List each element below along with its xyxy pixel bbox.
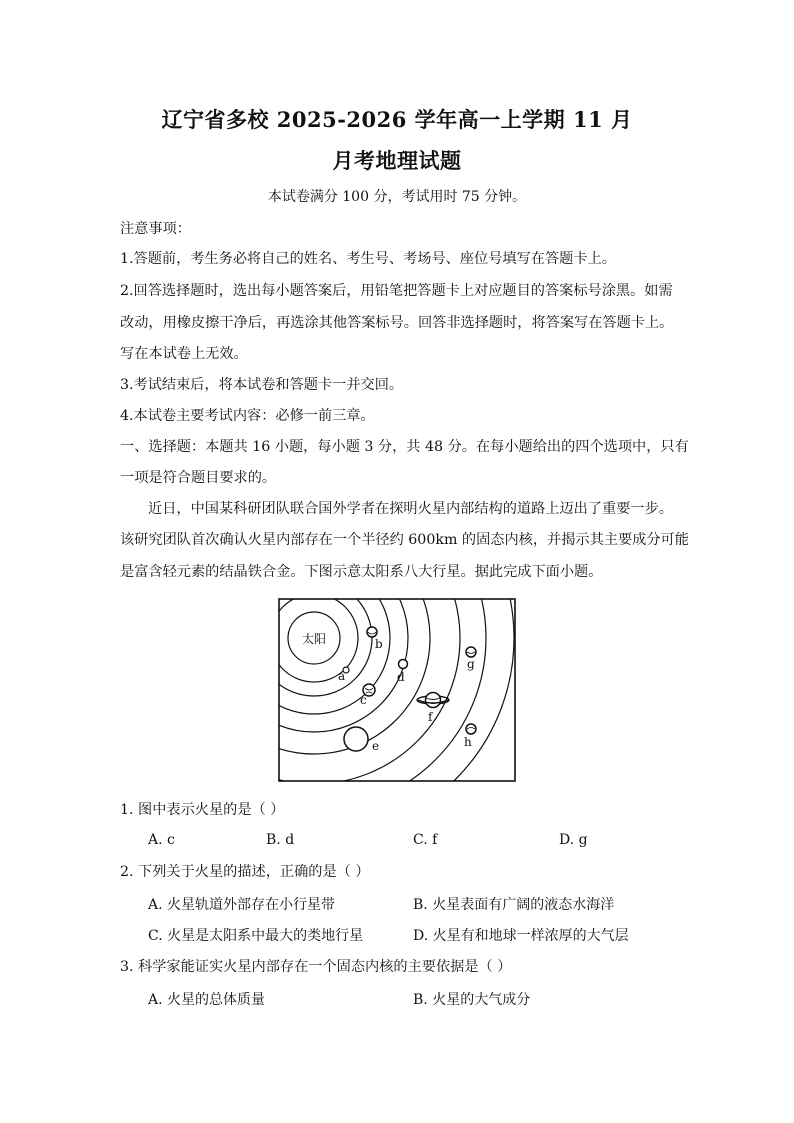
notes-item-1: 1.答题前，考生务必将自己的姓名、考生号、考场号、座位号填写在答题卡上。 [120, 251, 616, 267]
notes-item-2-line-2: 改动，用橡皮擦干净后，再选涂其他答案标号。回答非选择题时，将答案写在答题卡上。 [120, 315, 674, 331]
q2-option-b: B. 火星表面有广阔的液态水海洋 [413, 897, 615, 913]
label-a: a [338, 669, 346, 683]
q2-option-d: D. 火星有和地球一样浓厚的大气层 [413, 928, 629, 944]
exam-subtitle: 本试卷满分 100 分，考试用时 75 分钟。 [267, 189, 527, 205]
q1-option-a: A. c [148, 832, 175, 848]
planet-e [344, 727, 368, 751]
q1-option-b: B. d [266, 832, 295, 848]
label-h: h [464, 735, 472, 749]
q3-option-a: A. 火星的总体质量 [148, 992, 266, 1008]
q2-option-c: C. 火星是太阳系中最大的类地行星 [148, 928, 364, 944]
q1-option-c: C. f [413, 832, 438, 848]
label-c: c [360, 693, 367, 707]
planet-d [399, 660, 408, 669]
exam-title-line2: 月考地理试题 [332, 148, 462, 173]
notes-item-2-line-3: 写在本试卷上无效。 [120, 346, 248, 362]
question-1-stem: 1. 图中表示火星的是（ ） [120, 802, 285, 818]
question-3-stem: 3. 科学家能证实火星内部存在一个固态内核的主要依据是（ ） [120, 959, 512, 975]
label-e: e [372, 739, 380, 753]
notes-heading: 注意事项： [120, 221, 191, 237]
label-g: g [467, 657, 475, 671]
passage-line-3: 是富含轻元素的结晶铁合金。下图示意太阳系八大行星。据此完成下面小题。 [120, 564, 603, 580]
section-heading-line-1: 一、选择题：本题共 16 小题，每小题 3 分，共 48 分。在每小题给出的四个选项中，只有 [120, 439, 689, 455]
label-f: f [428, 710, 433, 724]
notes-item-3: 3.考试结束后，将本试卷和答题卡一并交回。 [120, 377, 404, 393]
question-2-stem: 2. 下列关于火星的描述，正确的是（ ） [120, 864, 370, 880]
solar-system-figure [278, 598, 516, 782]
q2-option-a: A. 火星轨道外部存在小行星带 [148, 897, 336, 913]
passage-line-2: 该研究团队首次确认火星内部存在一个半径约 600km 的固态内核，并揭示其主要成分可能 [120, 532, 689, 548]
label-d: d [397, 670, 405, 684]
q1-option-d: D. g [559, 832, 588, 848]
notes-item-2-line-1: 2.回答选择题时，选出每小题答案后，用铅笔把答题卡上对应题目的答案标号涂黑。如需 [120, 283, 673, 299]
sun-label: 太阳 [301, 632, 327, 646]
passage-line-1: 近日，中国某科研团队联合国外学者在探明火星内部结构的道路上迈出了重要一步。 [148, 501, 673, 517]
section-heading-line-2: 一项是符合题目要求的。 [120, 470, 277, 486]
q3-option-b: B. 火星的大气成分 [413, 992, 531, 1008]
notes-item-4: 4.本试卷主要考试内容：必修一前三章。 [120, 408, 375, 424]
exam-title-line1: 辽宁省多校 2025-2026 学年高一上学期 11 月 [161, 107, 633, 132]
label-b: b [375, 637, 383, 651]
